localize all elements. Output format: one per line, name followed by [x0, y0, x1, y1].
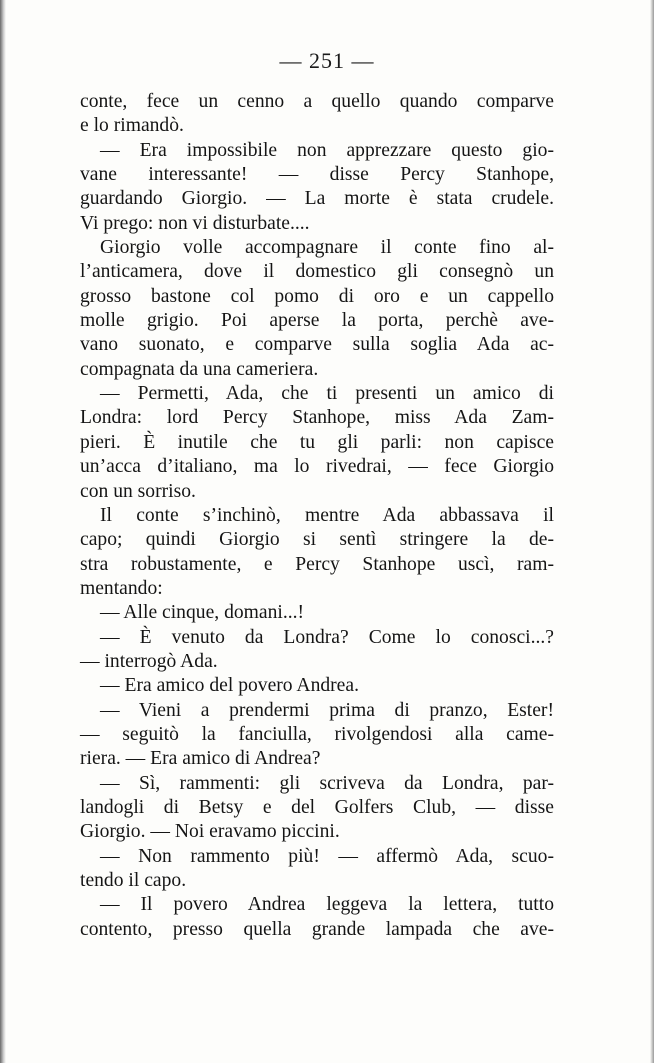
- text-line: Il conte s’inchinò, mentre Ada abbassava il: [100, 504, 554, 526]
- text-line: — Il povero Andrea leggeva la lettera, tutto: [100, 894, 554, 916]
- text-line: — Alle cinque, domani...!: [100, 602, 305, 624]
- text-line: — Era impossibile non apprezzare questo gio-: [100, 139, 554, 161]
- text-line: Giorgio. — Noi eravamo piccini.: [80, 821, 340, 843]
- body-text: [80, 90, 554, 942]
- text-line: stra robustamente, e Percy Stanhope uscì, ram-: [80, 553, 554, 575]
- text-line: vane interessante! — disse Percy Stanhope,: [80, 164, 554, 186]
- text-line: — Sì, rammenti: gli scriveva da Londra, par-: [100, 772, 554, 794]
- text-line: riera. — Era amico di Andrea?: [80, 748, 321, 770]
- text-line: l’anticamera, dove il domestico gli consegnò un: [80, 261, 554, 283]
- text-line: — Non rammento più! — affermò Ada, scuo-: [100, 845, 554, 867]
- text-line: — interrogò Ada.: [80, 650, 218, 672]
- text-line: Vi prego: non vi disturbate....: [80, 212, 310, 234]
- text-line: molle grigio. Poi aperse la porta, perchè ave-: [80, 310, 554, 332]
- text-line: — seguitò la fanciulla, rivolgendosi alla came-: [80, 723, 554, 745]
- text-line: mentando:: [80, 577, 163, 599]
- text-line: pieri. È inutile che tu gli parli: non capisce: [80, 431, 554, 453]
- text-line: — Permetti, Ada, che ti presenti un amico di: [100, 383, 554, 405]
- text-line: compagnata da una cameriera.: [80, 358, 319, 380]
- text-line: contento, presso quella grande lampada che ave-: [80, 918, 554, 940]
- page-left-edge: [0, 0, 6, 1063]
- page-right-edge: [650, 0, 654, 1063]
- text-line: un’acca d’italiano, ma lo rivedrai, — fece Giorgio: [80, 456, 554, 478]
- text-line: landogli di Betsy e del Golfers Club, — disse: [80, 796, 554, 818]
- text-line: vano suonato, e comparve sulla soglia Ada ac-: [80, 334, 554, 356]
- text-line: — Vieni a prendermi prima di pranzo, Ester!: [100, 699, 554, 721]
- page-number: — 251 —: [279, 48, 375, 73]
- text-line: grosso bastone col pomo di oro e un cappello: [80, 285, 554, 307]
- text-line: — Era amico del povero Andrea.: [100, 675, 359, 697]
- text-line: capo; quindi Giorgio si sentì stringere la de-: [80, 529, 554, 551]
- text-line: tendo il capo.: [80, 870, 187, 891]
- text-line: guardando Giorgio. — La morte è stata crudele.: [80, 188, 554, 210]
- text-line: con un sorriso.: [80, 480, 196, 502]
- text-line: e lo rimandò.: [80, 115, 184, 137]
- text-line: Giorgio volle accompagnare il conte fino al-: [100, 237, 554, 259]
- text-line: — È venuto da Londra? Come lo conosci...?: [100, 626, 554, 648]
- text-line: Londra: lord Percy Stanhope, miss Ada Zam-: [80, 407, 554, 429]
- text-line: conte, fece un cenno a quello quando comparve: [80, 91, 554, 112]
